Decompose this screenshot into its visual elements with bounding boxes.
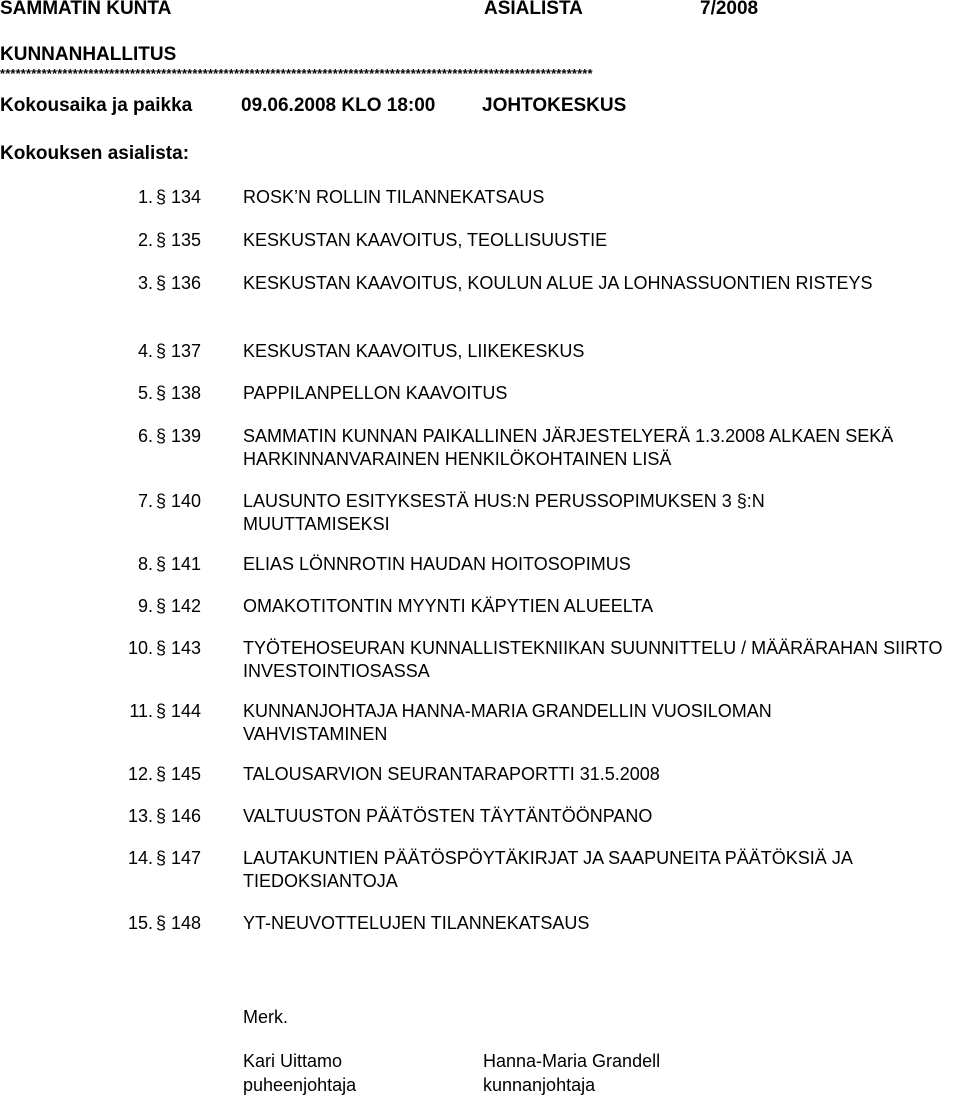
item-number: 5. [137,383,153,403]
item-number: 2. [137,230,153,250]
time-place-label: Kokousaika ja paikka [0,95,193,116]
meeting-body: KUNNANHALLITUS [0,44,177,65]
item-number: 8. [137,554,153,574]
doc-number: 7/2008 [700,0,759,19]
item-title: VALTUUSTON PÄÄTÖSTEN TÄYTÄNTÖÖNPANO [243,806,653,826]
item-number: 3. [137,273,153,293]
section-number: § 137 [156,341,202,361]
section-number: § 135 [156,230,202,250]
item-title: KUNNANJOHTAJA HANNA-MARIA GRANDELLIN VUOSILOMAN VAHVISTAMINEN [243,701,772,744]
section-number: § 144 [156,701,202,721]
doc-type: ASIALISTA [484,0,583,19]
signer-role: puheenjohtaja [243,1075,357,1095]
item-title: ELIAS LÖNNROTIN HAUDAN HOITOSOPIMUS [243,554,631,574]
section-number: § 147 [156,848,202,868]
item-number: 15. [127,913,153,933]
item-title: TALOUSARVION SEURANTARAPORTTI 31.5.2008 [243,764,660,784]
section-number: § 146 [156,806,202,826]
item-number: 11. [129,701,153,721]
item-number: 12. [127,764,153,784]
item-number: 6. [137,426,153,446]
item-number: 9. [137,596,153,616]
item-title: SAMMATIN KUNNAN PAIKALLINEN JÄRJESTELYERÄ 1.3.2008 ALKAEN SEKÄ HARKINNANVARAINEN HENKILÖKOHTAINEN LISÄ [243,426,894,469]
item-number: 13. [127,806,153,826]
item-title: KESKUSTAN KAAVOITUS, TEOLLISUUSTIE [243,230,608,250]
item-title: PAPPILANPELLON KAAVOITUS [243,383,508,403]
section-number: § 145 [156,764,202,784]
section-number: § 136 [156,273,202,293]
agenda-label: Kokouksen asialista: [0,143,190,164]
merk-label: Merk. [243,1007,288,1027]
section-number: § 141 [156,554,202,574]
signer-name: Kari Uittamo [243,1051,343,1071]
signer-role: kunnanjohtaja [483,1075,596,1095]
section-number: § 143 [156,638,202,658]
section-number: § 134 [156,187,202,207]
item-number: 7. [137,491,153,511]
item-title: KESKUSTAN KAAVOITUS, KOULUN ALUE JA LOHNASSUONTIEN RISTEYS [243,273,873,293]
item-number: 10. [127,638,153,658]
item-number: 14. [127,848,153,868]
signer-name: Hanna-Maria Grandell [483,1051,661,1071]
section-number: § 140 [156,491,202,511]
section-number: § 142 [156,596,202,616]
meeting-place: JOHTOKESKUS [482,95,627,116]
item-title: KESKUSTAN KAAVOITUS, LIIKEKESKUS [243,341,585,361]
item-title: LAUTAKUNTIEN PÄÄTÖSPÖYTÄKIRJAT JA SAAPUNEITA PÄÄTÖKSIÄ JA TIEDOKSIANTOJA [243,848,852,891]
municipality-name: SAMMATIN KUNTA [0,0,172,19]
section-number: § 138 [156,383,202,403]
section-number: § 148 [156,913,202,933]
separator-line: ****************************************************************************************************************** [0,66,593,81]
item-title: OMAKOTITONTIN MYYNTI KÄPYTIEN ALUEELTA [243,596,654,616]
item-number: 4. [137,341,153,361]
meeting-datetime: 09.06.2008 KLO 18:00 [241,95,436,116]
section-number: § 139 [156,426,202,446]
item-title: YT-NEUVOTTELUJEN TILANNEKATSAUS [243,913,590,933]
item-title: TYÖTEHOSEURAN KUNNALLISTEKNIIKAN SUUNNITTELU / MÄÄRÄRAHAN SIIRTO INVESTOINTIOSASSA [243,638,943,681]
item-number: 1. [137,187,153,207]
item-title: ROSK’N ROLLIN TILANNEKATSAUS [243,187,545,207]
item-title: LAUSUNTO ESITYKSESTÄ HUS:N PERUSSOPIMUKSEN 3 §:N MUUTTAMISEKSI [243,491,765,534]
